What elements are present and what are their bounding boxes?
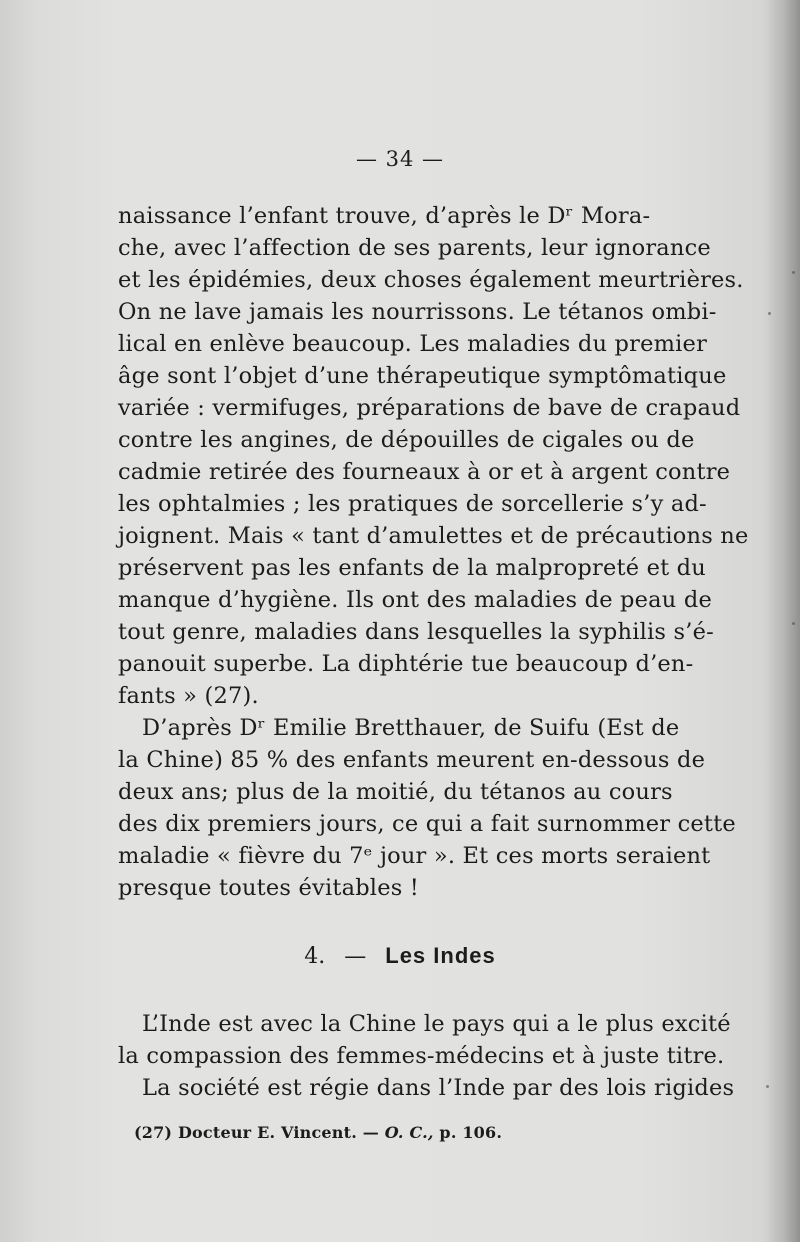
body-line: che, avec l’affection de ses parents, leur ignorance xyxy=(118,235,711,261)
section-line: L’Inde est avec la Chine le pays qui a le plus excité xyxy=(142,1011,731,1037)
body-line: manque d’hygiène. Ils ont des maladies de peau de xyxy=(118,587,712,613)
scan-speck xyxy=(792,271,795,274)
section-line: la compassion des femmes-médecins et à juste titre. xyxy=(118,1043,725,1069)
footnote xyxy=(134,1123,502,1142)
body-line: et les épidémies, deux choses également meurtrières. xyxy=(118,267,744,293)
section-heading xyxy=(0,941,800,972)
section-dash: — xyxy=(344,944,367,969)
scan-speck xyxy=(766,1085,769,1088)
body-line: presque toutes évitables ! xyxy=(118,875,420,901)
section-line: La société est régie dans l’Inde par des lois rigides xyxy=(142,1075,735,1101)
body-line: les ophtalmies ; les pratiques de sorcellerie s’y ad- xyxy=(118,491,707,517)
page-number: — 34 — xyxy=(355,147,445,171)
body-line: âge sont l’objet d’une thérapeutique symptômatique xyxy=(118,363,727,389)
scan-speck xyxy=(768,312,771,315)
body-line: la Chine) 85 % des enfants meurent en-dessous de xyxy=(118,747,706,773)
body-line: tout genre, maladies dans lesquelles la syphilis s’é- xyxy=(118,619,714,645)
body-line: maladie « fièvre du 7ᵉ jour ». Et ces morts seraient xyxy=(118,843,711,869)
body-line: cadmie retirée des fourneaux à or et à argent contre xyxy=(118,459,731,485)
section-title: Les Indes xyxy=(385,943,496,968)
page-edge-shadow xyxy=(766,0,800,1242)
footnote-text: (27) Docteur E. Vincent. — xyxy=(134,1123,385,1142)
section-number: 4. xyxy=(304,944,326,969)
scan-speck xyxy=(792,622,795,625)
body-line: fants » (27). xyxy=(118,683,259,709)
body-line: joignent. Mais « tant d’amulettes et de précautions ne xyxy=(118,523,749,549)
footnote-page: p. 106. xyxy=(433,1123,503,1142)
body-line: contre les angines, de dépouilles de cigales ou de xyxy=(118,427,695,453)
body-line: variée : vermifuges, préparations de bave de crapaud xyxy=(118,395,741,421)
body-line: panouit superbe. La diphtérie tue beaucoup d’en- xyxy=(118,651,694,677)
body-line: des dix premiers jours, ce qui a fait surnommer cette xyxy=(118,811,736,837)
body-line: On ne lave jamais les nourrissons. Le tétanos ombi- xyxy=(118,299,717,325)
body-line: deux ans; plus de la moitié, du tétanos au cours xyxy=(118,779,673,805)
body-line: préservent pas les enfants de la malpropreté et du xyxy=(118,555,706,581)
footnote-reference: O. C., xyxy=(384,1123,434,1142)
body-line: naissance l’enfant trouve, d’après le Dʳ Mora- xyxy=(118,203,651,229)
body-line: D’après Dʳ Emilie Bretthauer, de Suifu (Est de xyxy=(142,715,680,741)
body-line: lical en enlève beaucoup. Les maladies du premier xyxy=(118,331,708,357)
